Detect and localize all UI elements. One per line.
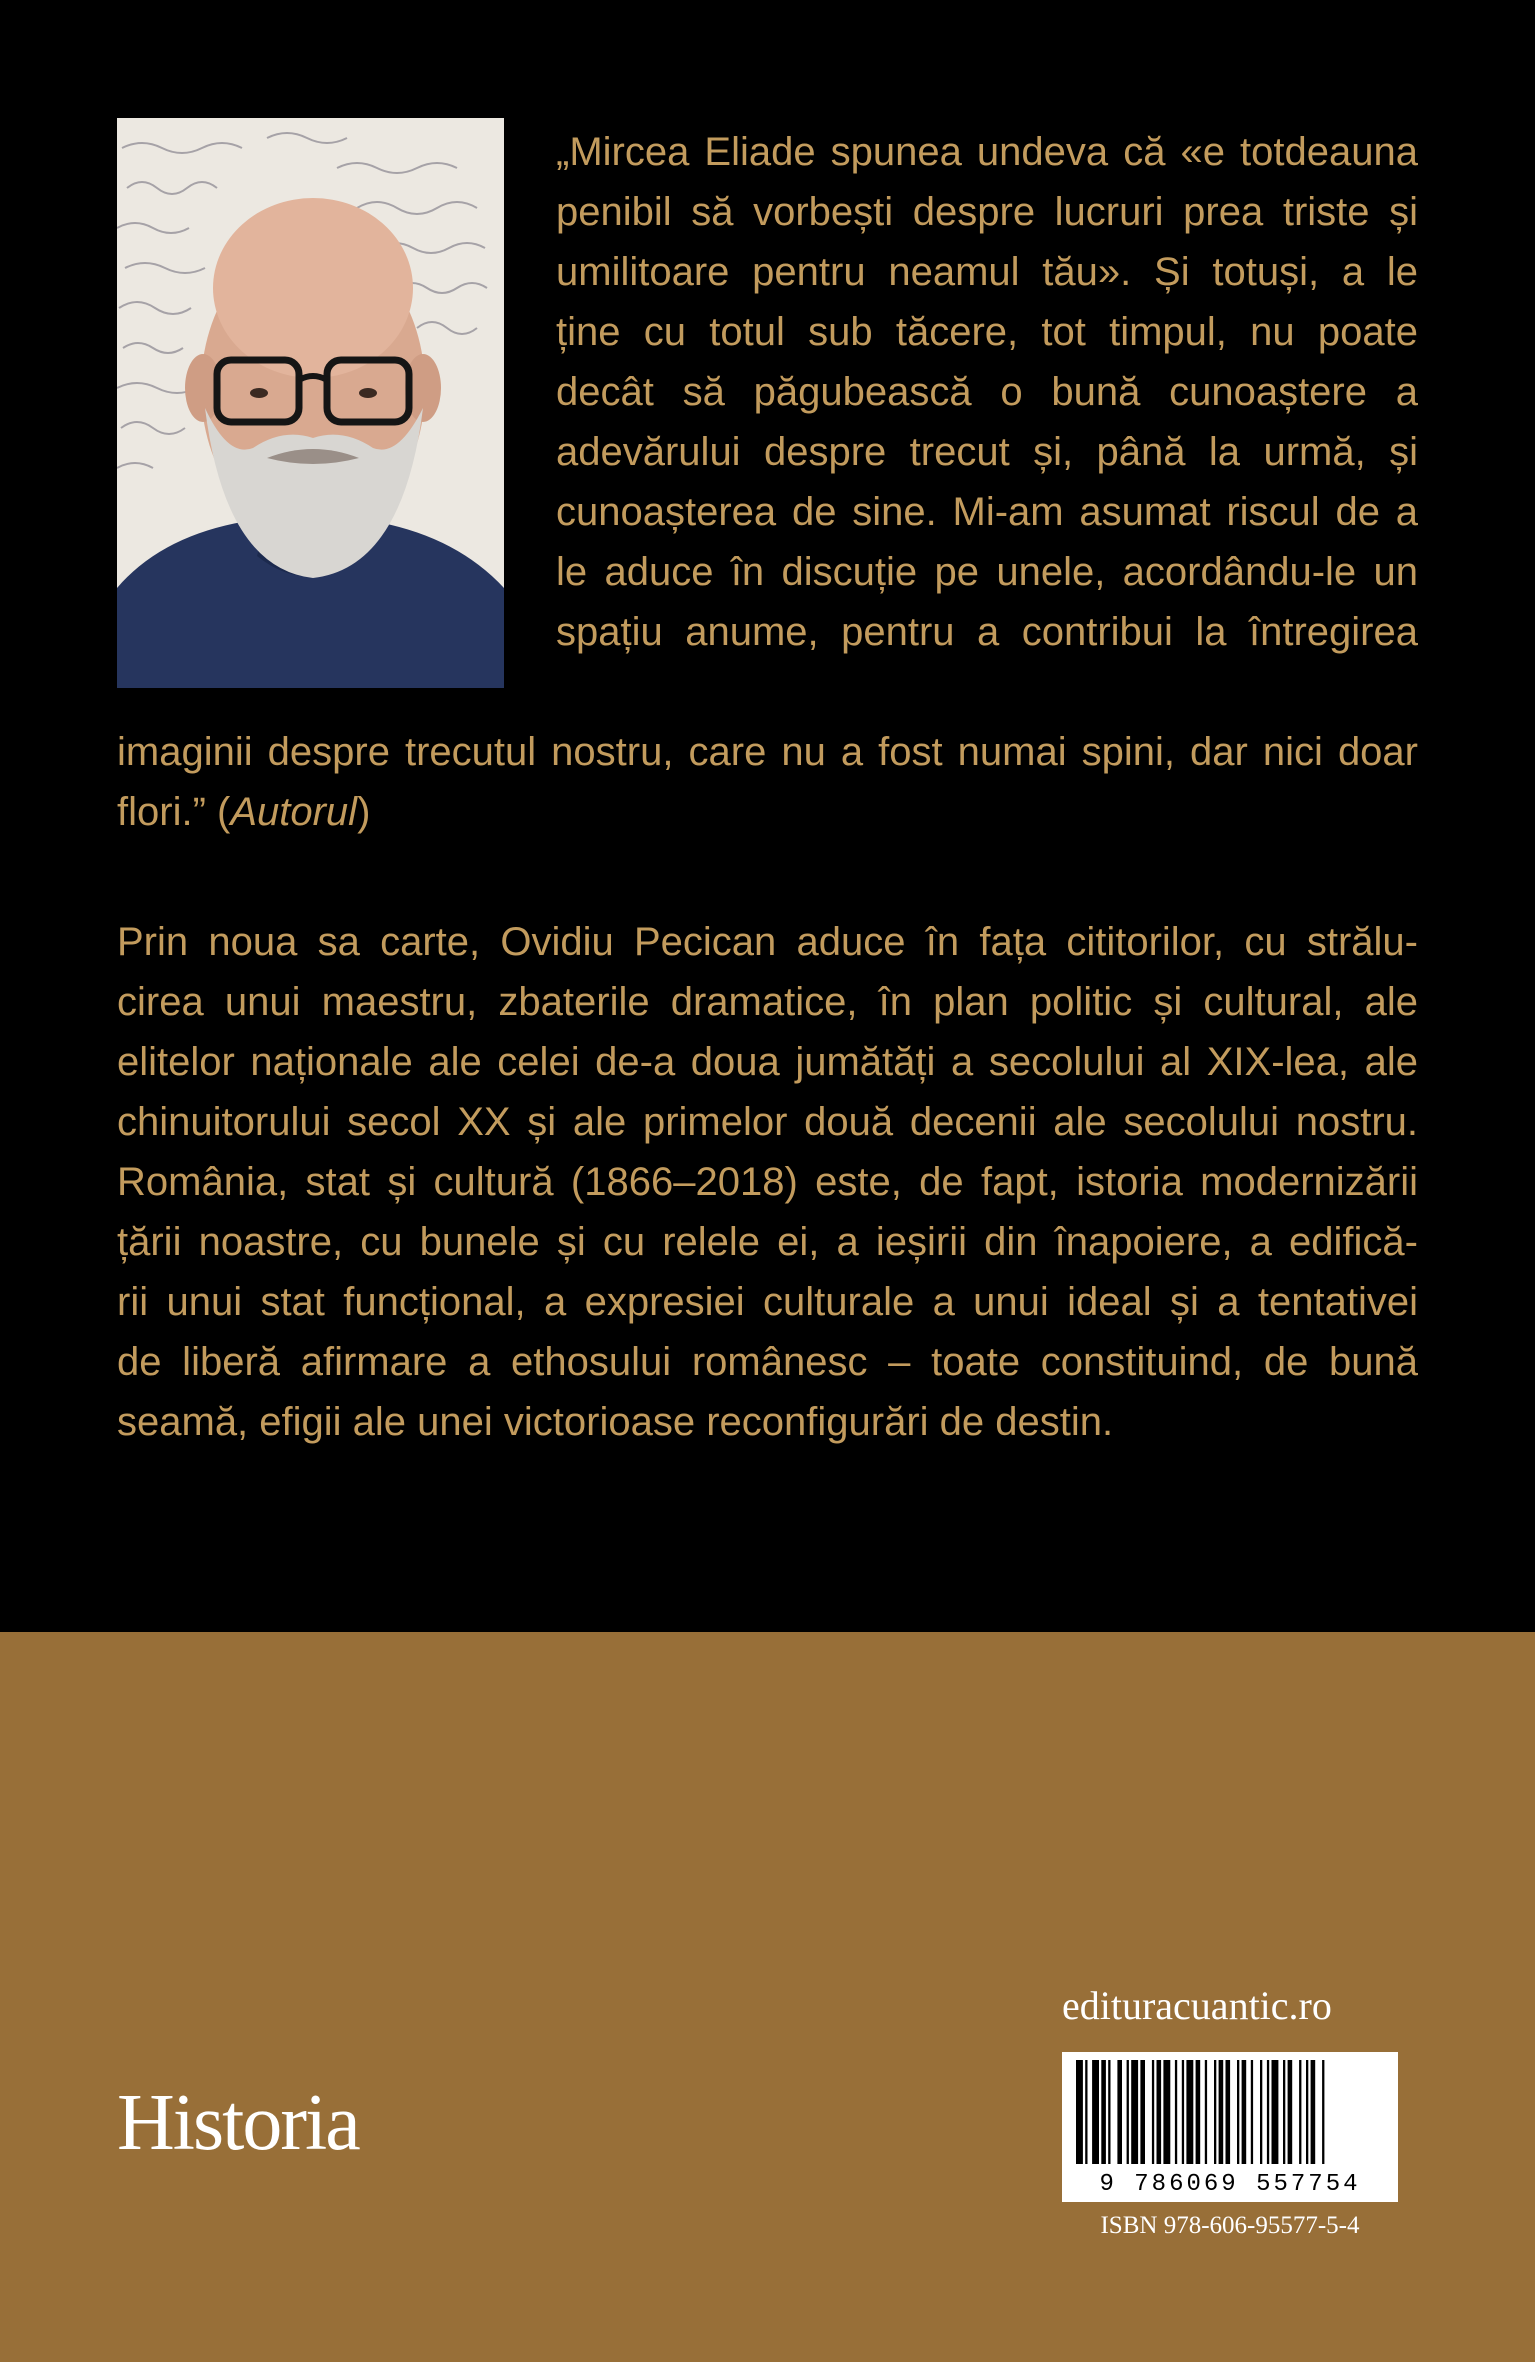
quote-line: penibil să vorbești despre lucruri prea triste și [556,190,1418,234]
author-photo [117,118,504,688]
quote-end-text: flori.” ( [117,790,231,834]
barcode-bar [1196,2060,1201,2164]
isbn-number: ISBN 978-606-95577-5-4 [1100,2212,1360,2239]
barcode-digits: 9 786069 557754 [1099,2171,1361,2198]
quote-full-line: imaginii despre trecutul nostru, care nu a fost numai spini, dar nici doar [117,730,1418,774]
barcode-bar [1283,2060,1285,2164]
barcode-bar [1219,2060,1224,2164]
description-paragraph [117,912,1418,1452]
barcode-bar [1127,2060,1129,2164]
description-line: seamă, efigii ale unei victorioase reconfigurări de destin. [117,1400,1114,1444]
publisher-website: edituracuantic.ro [1062,1983,1332,2028]
barcode-bar [1152,2060,1154,2164]
barcode-bar [1175,2060,1177,2164]
barcode-bar [1299,2060,1301,2164]
barcode-bar [1205,2060,1207,2164]
barcode-bar [1311,2060,1316,2164]
description-line: rii unui stat funcțional, a expresiei culturale a unui ideal și a tentativei [117,1280,1418,1324]
quote-line: „Mircea Eliade spunea undeva că «e totdeauna [556,130,1418,174]
barcode-bar [1242,2060,1247,2164]
quote-line: adevărului despre trecut și, până la urmă, și [556,430,1418,474]
barcode-bar [1117,2060,1122,2164]
barcode-bar [1157,2060,1162,2164]
barcode-bar [1322,2060,1324,2164]
quote-line: cunoașterea de sine. Mi-am asumat riscul de a [556,490,1418,534]
quote-author: Autorul [230,790,358,834]
quote-line: ține cu totul sub tăcere, tot timpul, nu poate [556,310,1418,354]
barcode-bar [1163,2060,1170,2164]
barcode-bar [1267,2060,1269,2164]
quote-line: decât să păgubească o bună cunoaștere a [556,370,1418,414]
barcode-bar [1288,2060,1293,2164]
barcode-bar [1251,2060,1253,2164]
barcode-bar [1108,2060,1110,2164]
description-line: chinuitorului secol XX și ale primelor două decenii ale secolului nostru. [117,1100,1418,1144]
barcode [1062,2052,1398,2202]
barcode-bar [1226,2060,1231,2164]
barcode-bar [1140,2060,1145,2164]
description-line: elitelor naționale ale celei de-a doua jumătăți a secolului al XIX-lea, ale [117,1040,1418,1084]
barcode-bar [1101,2060,1106,2164]
description-line: cirea unui maestru, zbaterile dramatice, în plan politic și cultural, ale [117,980,1418,1024]
quote-close: ) [357,790,371,834]
quote-end-line [117,782,1418,842]
barcode-bar [1306,2060,1308,2164]
barcode-bar [1186,2060,1193,2164]
quote-line: spațiu anume, pentru a contribui la întregirea [556,610,1418,654]
quote-line: umilitoare pentru neamul tău». Și totuși, a le [556,250,1418,294]
description-line: Prin noua sa carte, Ovidiu Pecican aduce în fața cititorilor, cu strălu- [117,920,1418,964]
quote-line: le aduce în discuție pe unele, acordându-le un [556,550,1418,594]
barcode-bar [1260,2060,1262,2164]
barcode-bar [1214,2060,1216,2164]
quote-paragraph [556,122,1418,662]
barcode-bar [1076,2060,1083,2164]
description-line: de liberă afirmare a ethosului românesc – toate constituind, de bună [117,1340,1418,1384]
barcode-bar [1092,2060,1099,2164]
barcode-bar [1131,2060,1138,2164]
description-line: România, stat și cultură (1866–2018) este, de fapt, istoria modernizării [117,1160,1418,1204]
barcode-bar [1237,2060,1239,2164]
barcode-bar [1182,2060,1184,2164]
description-line: țării noastre, cu bunele și cu relele ei, a ieșirii din înapoiere, a edifică- [117,1220,1418,1264]
historia-logo: Historia [117,2079,359,2167]
barcode-bar [1272,2060,1279,2164]
barcode-bars [1062,2052,1398,2170]
barcode-bar [1085,2060,1087,2164]
